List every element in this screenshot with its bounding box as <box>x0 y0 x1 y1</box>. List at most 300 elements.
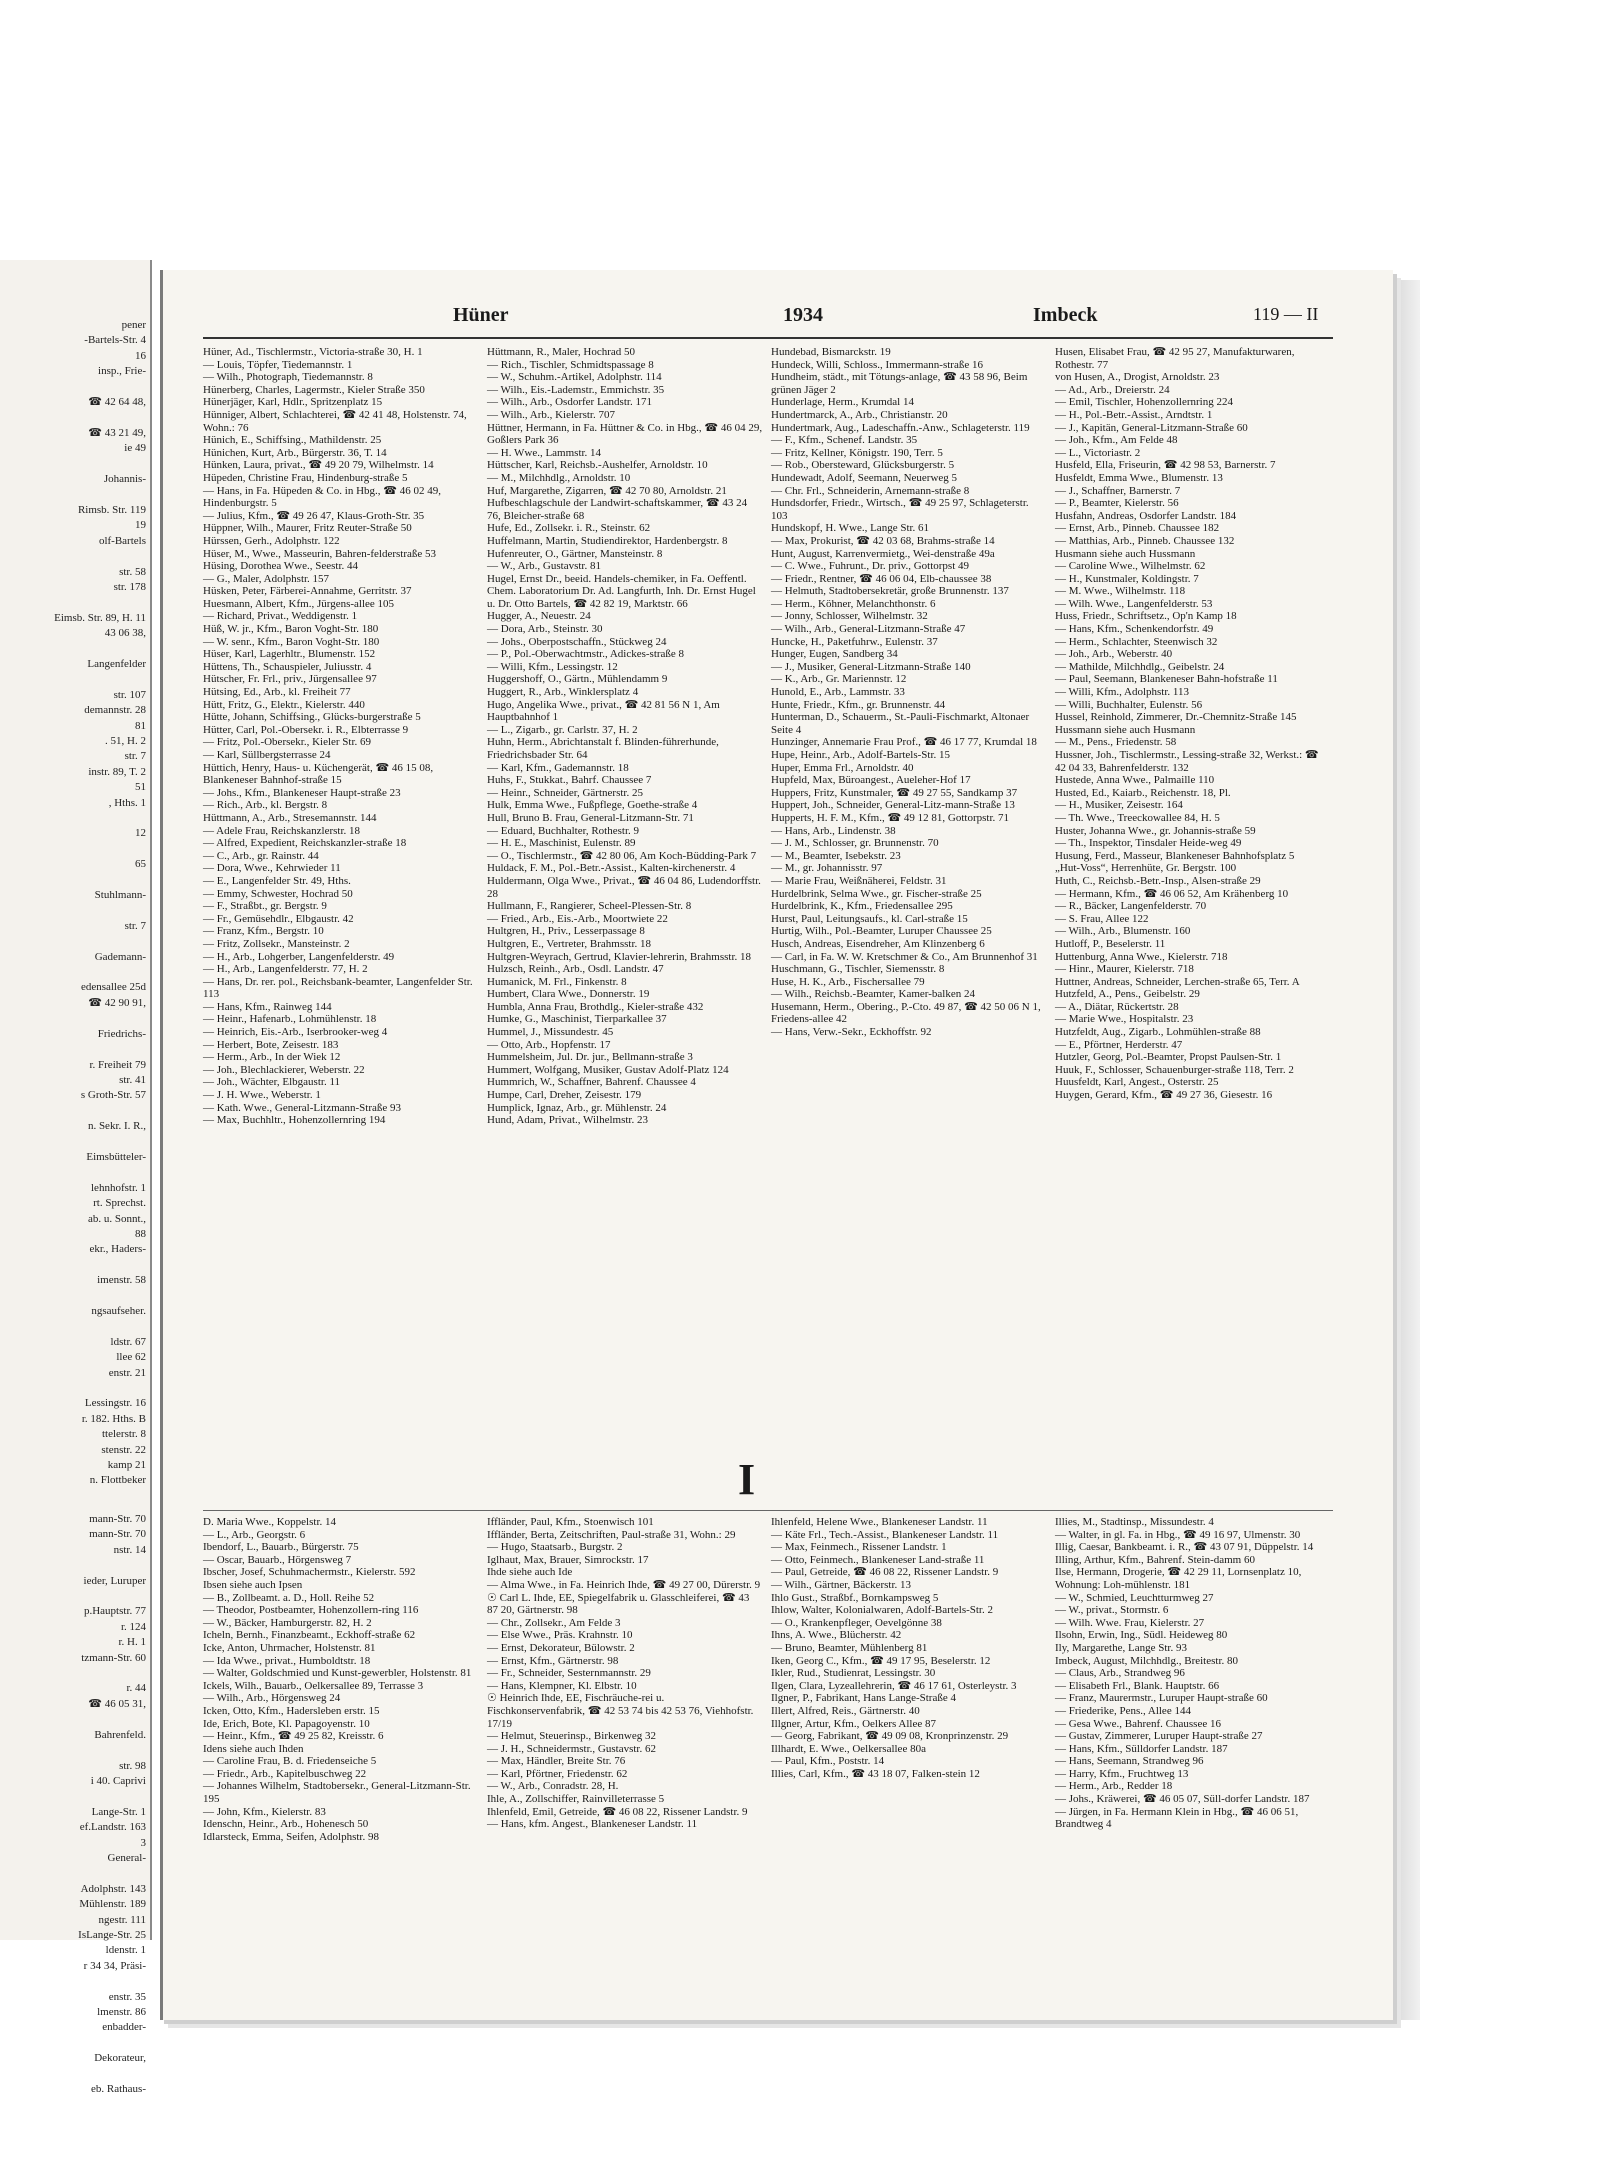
directory-entry: Hunzinger, Annemarie Frau Prof., ☎ 46 17 77, Krumdal 18 <box>771 736 1037 749</box>
directory-entry: Huusfeldt, Karl, Angest., Osterstr. 25 <box>1055 1076 1219 1089</box>
directory-entry: Hummrich, W., Schaffner, Bahrenf. Chaussee 4 <box>487 1076 696 1089</box>
directory-entry: Hulk, Emma Wwe., Fußpflege, Goethe-straße 4 <box>487 799 698 812</box>
directory-entry: Hugger, A., Neuestr. 24 <box>487 610 591 623</box>
directory-entry: — Johannes Wilhelm, Stadtobersekr., General-Litzmann-Str. 195 <box>203 1780 471 1806</box>
directory-entry: Husfahn, Andreas, Osdorfer Landstr. 184 <box>1055 509 1237 522</box>
directory-entry: — J., Kapitän, General-Litzmann-Straße 60 <box>1055 421 1248 434</box>
margin-line: eb. Rathaus- <box>91 2083 146 2096</box>
directory-entry: — Joh., Kfm., Am Felde 48 <box>1055 434 1178 447</box>
directory-entry: — M., Beamter, Isebekstr. 23 <box>771 849 901 862</box>
directory-entry: Huper, Emma Frl., Arnoldstr. 40 <box>771 761 914 774</box>
margin-line <box>0 1712 146 1727</box>
directory-entry: — Wilh., Arb., Kielerstr. 707 <box>487 408 615 421</box>
margin-line: s Groth-Str. 57 <box>80 1089 146 1102</box>
directory-entry: — Fr., Schneider, Sesternmannstr. 29 <box>487 1667 651 1680</box>
page-stack-edge <box>1392 280 1420 2020</box>
directory-entry: — Hans, Kfm., Rainweg 144 <box>203 1000 332 1013</box>
directory-entry: Hünerjäger, Karl, Hdlr., Spritzenplatz 15 <box>203 396 383 409</box>
directory-entry: — J. M., Schlosser, gr. Brunnenstr. 70 <box>771 837 939 850</box>
margin-line: ☎ 43 21 49, <box>88 426 146 439</box>
margin-line <box>0 965 146 980</box>
margin-line: pener <box>121 319 146 331</box>
directory-entry: Illies, M., Stadtinsp., Missundestr. 4 <box>1055 1516 1214 1528</box>
margin-line: ☎ 42 90 91, <box>88 996 146 1009</box>
directory-entry: Hüttner, Hermann, in Fa. Hüttner & Co. in Hbg., ☎ 46 04 29, Goßlers Park 36 <box>487 421 763 447</box>
margin-line <box>0 2067 146 2082</box>
directory-entry: Imbeck, August, Milchhdlg., Breitestr. 80 <box>1055 1654 1239 1667</box>
directory-entry: Hultgren, E., Vertreter, Brahmsstr. 18 <box>487 937 652 950</box>
directory-entry: Hüpeden, Christine Frau, Hindenburg-straße 5 <box>203 471 408 484</box>
directory-entry: Humbert, Clara Wwe., Donnerstr. 19 <box>487 988 650 1001</box>
directory-entry: Hufe, Ed., Zollsekr. i. R., Steinstr. 62 <box>487 522 651 535</box>
directory-entry: — Caroline Wwe., Wilhelmstr. 62 <box>1055 560 1206 573</box>
directory-entry: — John, Kfm., Kielerstr. 83 <box>203 1805 326 1818</box>
directory-entry: Hummel, J., Missundestr. 45 <box>487 1026 614 1039</box>
directory-entry: Husen, Elisabet Frau, ☎ 42 95 27, Manufakturwaren, Rothestr. 77 <box>1055 346 1295 371</box>
directory-entry: — O., Tischlermstr., ☎ 42 80 06, Am Koch-Büdding-Park 7 <box>487 849 757 862</box>
directory-entry: Hutloff, P., Beselerstr. 11 <box>1055 937 1166 950</box>
directory-entry: — G., Maler, Adolphstr. 157 <box>203 572 330 585</box>
margin-line <box>0 1866 146 1881</box>
directory-entry: Ibsen siehe auch Ipsen <box>203 1578 303 1591</box>
directory-entry: — M., gr. Johannisstr. 97 <box>771 862 883 875</box>
margin-line: ekr., Haders- <box>89 1243 146 1256</box>
directory-entry: — Heinrich, Eis.-Arb., Iserbrooker-weg 4 <box>203 1026 388 1039</box>
directory-entry: — Ida Wwe., privat., Humboldtstr. 18 <box>203 1654 371 1667</box>
directory-entry: — P., Beamter, Kielerstr. 56 <box>1055 497 1179 510</box>
i-column-2 <box>487 1516 763 1936</box>
directory-entry: — Richard, Privat., Weddigenstr. 1 <box>203 610 358 623</box>
directory-entry: — Heinr., Schneider, Gärtnerstr. 25 <box>487 786 643 799</box>
directory-entry: — Wilh., Reichsb.-Beamter, Kamer-balken 24 <box>771 988 975 1001</box>
margin-line <box>0 2036 146 2051</box>
directory-entry: — Louis, Töpfer, Tiedemannstr. 1 <box>203 358 353 371</box>
directory-entry: — Fritz, Kellner, Königstr. 190, Terr. 5 <box>771 446 943 459</box>
directory-entry: — Emil, Tischler, Hohenzollernring 224 <box>1055 396 1233 409</box>
margin-line <box>0 1974 146 1989</box>
margin-line <box>0 1381 146 1396</box>
directory-entry: — Hans, Seemann, Strandweg 96 <box>1055 1755 1204 1768</box>
directory-entry: Hütscher, Fr. Frl., priv., Jürgensallee 97 <box>203 673 377 686</box>
directory-entry: — Hans, kfm. Angest., Blankeneser Landstr. 11 <box>487 1818 698 1831</box>
margin-line: str. 98 <box>119 1759 146 1772</box>
margin-line <box>0 487 146 502</box>
section-rule <box>203 1510 1333 1511</box>
directory-entry: — W., Arb., Gustavstr. 81 <box>487 560 601 573</box>
directory-entry: — Mathilde, Milchhdlg., Geibelstr. 24 <box>1055 660 1225 673</box>
margin-line <box>0 873 146 888</box>
directory-entry: — Fritz, Pol.-Obersekr., Kieler Str. 69 <box>203 736 372 749</box>
directory-entry: — Helmut, Steuerinsp., Birkenweg 32 <box>487 1730 656 1743</box>
margin-line: r. H. 1 <box>118 1636 146 1649</box>
directory-entry: — Herm., Schlachter, Steenwisch 32 <box>1055 635 1218 648</box>
directory-entry: Husmann siehe auch Hussmann <box>1055 547 1196 560</box>
margin-line: mann-Str. 70 <box>89 1513 146 1525</box>
directory-entry: Huhn, Herm., Abrichtanstalt f. Blinden-führerhunde, Friedrichsbader Str. 64 <box>487 736 719 761</box>
directory-entry: Hürssen, Gerh., Adolphstr. 122 <box>203 534 340 547</box>
directory-entry: — Franz, Kfm., Bergstr. 10 <box>203 925 324 938</box>
margin-line: nstr. 14 <box>113 1543 146 1556</box>
directory-entry: — Alma Wwe., in Fa. Heinrich Ihde, ☎ 49 27 00, Dürerstr. 9 <box>487 1578 761 1591</box>
directory-entry: — Joh., Blechlackierer, Weberstr. 22 <box>203 1063 365 1076</box>
directory-entry: Hutzfeld, A., Pens., Geibelstr. 29 <box>1055 988 1200 1001</box>
directory-entry: — F., Kfm., Schenef. Landstr. 35 <box>771 434 918 447</box>
directory-entry: Hupperts, H. F. M., Kfm., ☎ 49 12 81, Gottorpstr. 71 <box>771 811 1010 824</box>
directory-entry: — S. Frau, Allee 122 <box>1055 912 1149 925</box>
directory-entry: Ide, Erich, Bote, Kl. Papagoyenstr. 10 <box>203 1717 370 1730</box>
directory-page <box>160 270 1393 2020</box>
margin-line: 65 <box>135 858 146 871</box>
margin-line: Mühlenstr. 189 <box>79 1898 146 1911</box>
directory-entry: — H. Wwe., Lammstr. 14 <box>487 446 602 459</box>
directory-entry: — Johs., Oberpostschaffn., Stückweg 24 <box>487 635 667 648</box>
directory-entry: — Johs., Kräwerei, ☎ 46 05 07, Süll-dorfer Landstr. 187 <box>1055 1793 1310 1806</box>
column-1 <box>203 346 479 1406</box>
directory-entry: Huygen, Gerard, Kfm., ☎ 49 27 36, Giesestr. 16 <box>1055 1089 1273 1102</box>
directory-entry: Huffelmann, Martin, Studiendirektor, Hardenbergstr. 8 <box>487 534 728 547</box>
directory-entry: Iglhaut, Max, Brauer, Simrockstr. 17 <box>487 1553 649 1566</box>
directory-entry: — Heinr., Kfm., ☎ 49 25 82, Kreisstr. 6 <box>203 1730 384 1743</box>
directory-entry: Husted, Ed., Kaiarb., Reichenstr. 18, Pl. <box>1055 786 1231 799</box>
directory-entry: ☉ Heinrich Ihde, EE, Fischräuche-rei u. Fischkonservenfabrik, ☎ 42 53 74 bis 42 53 76, Viehhofstr. 17/19 <box>487 1692 754 1730</box>
directory-entry: — Karl, Süllbergsterrasse 24 <box>203 749 331 761</box>
directory-entry: Hunterman, D., Schauerm., St.-Pauli-Fischmarkt, Altonaer Seite 4 <box>771 711 1030 736</box>
page-number: 119 — II <box>1253 304 1319 324</box>
margin-line: stenstr. 22 <box>101 1443 146 1456</box>
margin-line <box>0 1743 146 1758</box>
margin-line: enstr. 35 <box>108 1990 146 2003</box>
directory-entry: — B., Zollbeamt. a. D., Holl. Reihe 52 <box>203 1591 375 1604</box>
directory-entry: Hüser, Karl, Lagerhltr., Blumenstr. 152 <box>203 648 376 661</box>
margin-line: ngsaufseher. <box>91 1305 146 1317</box>
directory-entry: — Paul, Getreide, ☎ 46 08 22, Rissener Landstr. 9 <box>771 1566 999 1579</box>
directory-entry: Illert, Alfred, Reis., Gärtnerstr. 40 <box>771 1704 920 1717</box>
directory-entry: — W., privat., Stormstr. 6 <box>1055 1604 1169 1617</box>
directory-entry: Ilgen, Clara, Lyzeallehrerin, ☎ 46 17 61, Osterleystr. 3 <box>771 1679 1017 1692</box>
directory-entry: — Willi, Kfm., Adolphstr. 113 <box>1055 686 1190 699</box>
directory-entry: — Jürgen, in Fa. Hermann Klein in Hbg., ☎ 46 06 51, Brandtweg 4 <box>1055 1805 1299 1831</box>
directory-entry: — W. senr., Kfm., Baron Voght-Str. 180 <box>203 635 380 648</box>
directory-entry: Hummelsheim, Jul. Dr. jur., Bellmann-straße 3 <box>487 1051 693 1064</box>
margin-line: tzmann-Str. 60 <box>81 1651 146 1664</box>
directory-entry: Hütter, Carl, Pol.-Obersekr. i. R., Elbterrasse 9 <box>203 723 409 736</box>
directory-entry: — Hans, Arb., Lindenstr. 38 <box>771 824 896 837</box>
margin-line: imenstr. 58 <box>97 1274 146 1287</box>
directory-entry: Husfeld, Ella, Friseurin, ☎ 42 98 53, Barnerstr. 7 <box>1055 459 1276 472</box>
directory-entry: Huster, Johanna Wwe., gr. Johannis-straße 59 <box>1055 824 1256 837</box>
directory-entry: — Matthias, Arb., Pinneb. Chaussee 132 <box>1055 534 1235 547</box>
directory-entry: — Herbert, Bote, Zeisestr. 183 <box>203 1038 339 1051</box>
directory-entry: — E., Langenfelder Str. 49, Hths. <box>203 874 351 887</box>
directory-entry: Iffländer, Berta, Zeitschriften, Paul-straße 31, Wohn.: 29 <box>487 1528 736 1541</box>
directory-entry: Hünniger, Albert, Schlachterei, ☎ 42 41 48, Holstenstr. 74, Wohn.: 76 <box>203 408 467 434</box>
margin-line: 19 <box>135 519 146 532</box>
directory-entry: Hünerberg, Charles, Lagermstr., Kieler Straße 350 <box>203 383 425 396</box>
directory-entry: — Else Wwe., Präs. Krahnstr. 10 <box>487 1629 633 1642</box>
margin-line: rt. Sprechst. <box>93 1197 146 1210</box>
margin-line: Langenfelder <box>87 657 146 670</box>
directory-entry: — Julius, Kfm., ☎ 49 26 47, Klaus-Groth-Str. 35 <box>203 509 425 522</box>
margin-line: 3 <box>140 1836 146 1849</box>
directory-entry: Hüß, W. jr., Kfm., Baron Voght-Str. 180 <box>203 623 379 636</box>
directory-entry: — Johs., Kfm., Blankeneser Haupt-straße 23 <box>203 786 401 799</box>
margin-line: edensallee 25d <box>80 981 146 994</box>
directory-entry: Illing, Arthur, Kfm., Bahrenf. Stein-damm 60 <box>1055 1553 1255 1566</box>
directory-entry: Humpe, Carl, Dreher, Zeisestr. 179 <box>487 1089 642 1102</box>
directory-entry: — Alfred, Expedient, Reichskanzler-straße 18 <box>203 837 407 850</box>
margin-line: str. 178 <box>113 580 146 593</box>
directory-entry: Huppers, Fritz, Kunstmaler, ☎ 49 27 55, Sandkamp 37 <box>771 786 1018 799</box>
directory-entry: Hüppner, Wilh., Maurer, Fritz Reuter-Straße 50 <box>203 522 412 535</box>
directory-entry: Huldermann, Olga Wwe., Privat., ☎ 46 04 86, Ludendorffstr. 28 <box>487 874 761 900</box>
directory-entry: — Herm., Köhner, Melanchthonstr. 6 <box>771 597 936 610</box>
directory-entry: — L., Zigarb., gr. Carlstr. 37, H. 2 <box>487 723 638 736</box>
margin-line <box>0 642 146 657</box>
margin-line <box>0 1165 146 1180</box>
margin-line <box>0 1319 146 1334</box>
directory-entry: Hultgren, H., Priv., Lesserpassage 8 <box>487 925 645 938</box>
directory-entry: Ihlo Gust., Straßbf., Bornkampsweg 5 <box>771 1591 939 1604</box>
margin-line: General- <box>107 1851 146 1864</box>
directory-entry: Hultgren-Weyrach, Gertrud, Klavier-lehrerin, Brahmsstr. 18 <box>487 950 752 963</box>
directory-entry: Huttenburg, Anna Wwe., Kielerstr. 718 <box>1055 950 1228 963</box>
directory-entry: Humplick, Ignaz, Arb., gr. Mühlenstr. 24 <box>487 1101 667 1114</box>
margin-line <box>0 672 146 687</box>
directory-entry: Ilgner, P., Fabrikant, Hans Lange-Straße 4 <box>771 1692 956 1705</box>
directory-entry: Hundewadt, Adolf, Seemann, Neuerweg 5 <box>771 471 958 484</box>
directory-entry: Hundheim, städt., mit Tötungs-anlage, ☎ 43 58 96, Beim grünen Jäger 2 <box>771 371 1028 396</box>
directory-entry: — Friederike, Pens., Allee 144 <box>1055 1704 1191 1717</box>
directory-entry: — H., Pol.-Betr.-Assist., Arndtstr. 1 <box>1055 408 1213 421</box>
directory-entry: — Th. Wwe., Treeckowallee 84, H. 5 <box>1055 811 1220 824</box>
directory-entry: — Wilh., Arb., General-Litzmann-Straße 47 <box>771 623 966 636</box>
margin-line: str. 58 <box>119 565 146 578</box>
directory-entry: — Otto, Arb., Hopfenstr. 17 <box>487 1038 611 1051</box>
margin-line <box>0 410 146 425</box>
margin-line <box>0 1289 146 1304</box>
margin-line <box>0 903 146 918</box>
directory-entry: — Ernst, Arb., Pinneb. Chaussee 182 <box>1055 522 1220 535</box>
directory-entry: Hunderlage, Herm., Krumdal 14 <box>771 396 914 409</box>
directory-entry: Hullmann, F., Rangierer, Scheel-Plessen-Str. 8 <box>487 900 692 913</box>
directory-entry: — J. H. Wwe., Weberstr. 1 <box>203 1089 321 1102</box>
directory-entry: Hütt, Fritz, G., Elektr., Kielerstr. 440 <box>203 698 365 711</box>
column-3 <box>771 346 1047 1406</box>
page-header <box>203 304 1333 334</box>
directory-entry: Ihde siehe auch Ide <box>487 1566 573 1579</box>
directory-entry: Hufbeschlagschule der Landwirt-schaftskammer, ☎ 43 24 76, Bleicher-straße 68 <box>487 497 748 522</box>
directory-entry: Hüttens, Th., Schauspieler, Juliusstr. 4 <box>203 660 372 673</box>
directory-entry: — Hans, Dr. rer. pol., Reichsbank-beamter, Langenfelder Str. 113 <box>203 975 473 1001</box>
directory-entry: Hutzler, Georg, Pol.-Beamter, Propst Paulsen-Str. 1 <box>1055 1051 1282 1064</box>
directory-entry: — H., Arb., Lohgerber, Langenfelderstr. 49 <box>203 950 395 963</box>
section-letter-heading: I <box>738 1455 756 1504</box>
directory-entry: Hussel, Reinhold, Zimmerer, Dr.-Chemnitz-Straße 145 <box>1055 711 1297 724</box>
directory-entry: Illies, Carl, Kfm., ☎ 43 18 07, Falken-stein 12 <box>771 1767 980 1780</box>
directory-entry: — Paul, Seemann, Blankeneser Bahn-hofstraße 11 <box>1055 673 1278 686</box>
directory-entry: Hutzfeldt, Aug., Zigarb., Lohmühlen-straße 88 <box>1055 1026 1261 1039</box>
directory-entry: Ilse, Hermann, Drogerie, ☎ 42 29 11, Lornsenplatz 10, Wohnung: Loh-mühlenstr. 181 <box>1055 1566 1302 1591</box>
directory-entry: Huschmann, G., Tischler, Siemensstr. 8 <box>771 963 945 976</box>
directory-entry: — Walter, in gl. Fa. in Hbg., ☎ 49 16 97, Ulmenstr. 30 <box>1055 1528 1301 1541</box>
directory-entry: Hummert, Wolfgang, Musiker, Gustav Adolf-Platz 124 <box>487 1063 729 1076</box>
directory-entry: Ihlenfeld, Helene Wwe., Blankeneser Landstr. 11 <box>771 1516 988 1528</box>
margin-line: 43 06 38, <box>104 627 146 640</box>
column-4 <box>1055 346 1331 1406</box>
margin-line <box>0 1042 146 1057</box>
directory-entry: Husfeldt, Emma Wwe., Blumenstr. 13 <box>1055 471 1223 484</box>
directory-entry: Huggert, R., Arb., Winklersplatz 4 <box>487 686 639 699</box>
directory-entry: — R., Bäcker, Langenfelderstr. 70 <box>1055 900 1207 913</box>
margin-line <box>0 1104 146 1119</box>
header-first-name: Hüner <box>453 304 509 326</box>
margin-line: ldstr. 67 <box>110 1335 146 1348</box>
margin-line <box>0 1011 146 1026</box>
directory-entry: Huss, Friedr., Schriftsetz., Op'n Kamp 18 <box>1055 610 1237 623</box>
directory-entry: — C. Wwe., Fuhrunt., Dr. priv., Gottorpst 49 <box>771 560 969 573</box>
margin-line <box>0 934 146 949</box>
directory-entry: — Fr., Gemüsehdlr., Elbgaustr. 42 <box>203 912 354 925</box>
margin-line: ab. u. Sonnt., <box>87 1212 146 1225</box>
directory-entry: Huesmann, Albert, Kfm., Jürgens-allee 105 <box>203 597 395 610</box>
directory-entry: — L., Arb., Georgstr. 6 <box>203 1528 306 1541</box>
directory-entry: — Kath. Wwe., General-Litzmann-Straße 93 <box>203 1101 402 1114</box>
directory-entry: — W., Bäcker, Hamburgerstr. 82, H. 2 <box>203 1616 372 1629</box>
directory-entry: — Wilh., Photograph, Tiedemannstr. 8 <box>203 371 373 384</box>
directory-entry: Huttner, Andreas, Schneider, Lerchen-straße 65, Terr. A <box>1055 975 1300 988</box>
margin-line: lehnhofstr. 1 <box>91 1181 146 1194</box>
directory-entry: Hunte, Friedr., Kfm., gr. Brunnenstr. 44 <box>771 698 946 711</box>
directory-entry: — H., Musiker, Zeisestr. 164 <box>1055 799 1183 812</box>
directory-entry: Hupfeld, Max, Büroangest., Aueleher-Hof 17 <box>771 774 971 787</box>
directory-entry: Idenschn, Heinr., Arb., Hohenesch 50 <box>203 1818 369 1831</box>
directory-entry: Ilsohn, Erwin, Ing., Südl. Heideweg 80 <box>1055 1629 1228 1642</box>
i-section-columns <box>203 1516 1333 1936</box>
directory-entry: Hurst, Paul, Leitungsaufs., kl. Carl-straße 15 <box>771 912 968 925</box>
margin-line: r. Freiheit 79 <box>89 1058 146 1071</box>
directory-entry: — Claus, Arb., Strandweg 96 <box>1055 1667 1185 1680</box>
previous-page-margin-bottom <box>0 1512 150 2096</box>
margin-line: Gademann- <box>94 950 146 963</box>
directory-entry: — H., Kunstmaler, Koldingstr. 7 <box>1055 572 1199 585</box>
directory-entry: — Harry, Kfm., Fruchtweg 13 <box>1055 1767 1189 1780</box>
directory-entry: — Heinr., Hafenarb., Lohmühlenstr. 18 <box>203 1013 377 1026</box>
directory-entry: — Otto, Feinmech., Blankeneser Land-straße 11 <box>771 1553 985 1566</box>
directory-entry: Hunold, E., Arb., Lammstr. 33 <box>771 686 905 699</box>
directory-entry: — Rich., Arb., kl. Bergstr. 8 <box>203 799 328 812</box>
directory-entry: — W., Schmied, Leuchtturmweg 27 <box>1055 1591 1214 1604</box>
margin-line: olf-Bartels <box>98 534 146 547</box>
margin-line <box>0 457 146 472</box>
directory-entry: Hurtig, Wilh., Pol.-Beamter, Luruper Chaussee 25 <box>771 925 992 938</box>
directory-entry: D. Maria Wwe., Koppelstr. 14 <box>203 1516 336 1528</box>
directory-entry: Hüsing, Dorothea Wwe., Seestr. 44 <box>203 560 358 573</box>
directory-entry: — O., Krankenpfleger, Oevelgönne 38 <box>771 1616 942 1629</box>
directory-entry: Icheln, Bernh., Finanzbeamt., Eckhoff-straße 62 <box>203 1629 416 1642</box>
directory-entry: Hundebad, Bismarckstr. 19 <box>771 346 891 358</box>
directory-entry: — Max, Händler, Breite Str. 76 <box>487 1755 626 1768</box>
directory-entry: — P., Pol.-Oberwachtmstr., Adickes-straße 8 <box>487 648 685 661</box>
directory-entry: — Hugo, Staatsarb., Burgstr. 2 <box>487 1541 623 1554</box>
directory-entry: Hüser, M., Wwe., Masseurin, Bahren-felderstraße 53 <box>203 547 437 560</box>
directory-entry: — Wilh., Arb., Blumenstr. 160 <box>1055 925 1191 938</box>
directory-entry: — Willi, Buchhalter, Eulenstr. 56 <box>1055 698 1203 711</box>
margin-line: kamp 21 <box>107 1459 146 1472</box>
directory-entry: — Wilh., Gärtner, Bäckerstr. 13 <box>771 1578 912 1591</box>
margin-line: str. 7 <box>124 919 146 932</box>
margin-line: str. 7 <box>124 750 146 763</box>
margin-line: enbadder- <box>102 2021 146 2034</box>
directory-entry: Iffländer, Paul, Kfm., Stoenwisch 101 <box>487 1516 654 1528</box>
directory-entry: Humanick, M. Frl., Finkenstr. 8 <box>487 975 627 988</box>
directory-entry: — A., Diätar, Rückertstr. 28 <box>1055 1000 1179 1013</box>
directory-entry: — Oscar, Bauarb., Hörgensweg 7 <box>203 1553 352 1566</box>
margin-line: 51 <box>135 781 146 794</box>
i-column-3 <box>771 1516 1047 1936</box>
directory-entry: — Rob., Obersteward, Glücksburgerstr. 5 <box>771 459 955 472</box>
directory-entry: — Caroline Frau, B. d. Friedenseiche 5 <box>203 1755 377 1768</box>
directory-entry: Ihlenfeld, Emil, Getreide, ☎ 46 08 22, Rissener Landstr. 9 <box>487 1805 748 1818</box>
directory-entry: Icken, Otto, Kfm., Hadersleben erstr. 15 <box>203 1704 380 1717</box>
directory-entry: Hünichen, Kurt, Arb., Bürgerstr. 36, T. 14 <box>203 446 387 459</box>
directory-entry: — Hans, Klempner, Kl. Elbstr. 10 <box>487 1679 637 1692</box>
margin-line <box>0 549 146 564</box>
directory-entry: — Wilh., Arb., Osdorfer Landstr. 171 <box>487 396 652 409</box>
directory-entry: — Helmuth, Stadtobersekretär, große Brunnenstr. 137 <box>771 585 1009 598</box>
directory-entry: Humbla, Anna Frau, Brothdlg., Kieler-straße 432 <box>487 1000 704 1013</box>
directory-entry: Huncke, H., Paketfuhrw., Eulenstr. 37 <box>771 635 938 648</box>
directory-entry: — F., Straßbt., gr. Bergstr. 9 <box>203 900 327 913</box>
directory-entry: — C., Arb., gr. Rainstr. 44 <box>203 849 319 862</box>
directory-entry: Ikler, Rud., Studienrat, Lessingstr. 30 <box>771 1667 936 1680</box>
margin-line: Rimsb. Str. 119 <box>77 503 146 516</box>
margin-line: str. 107 <box>113 688 146 701</box>
margin-line <box>0 380 146 395</box>
directory-entry: — Joh., Wächter, Elbgaustr. 11 <box>203 1076 341 1089</box>
margin-line <box>0 842 146 857</box>
directory-entry: Hulzsch, Reinh., Arb., Osdl. Landstr. 47 <box>487 963 664 976</box>
margin-line: Lange-Str. 1 <box>91 1805 146 1818</box>
margin-line: -Bartels-Str. 4 <box>84 334 146 347</box>
margin-line <box>0 811 146 826</box>
directory-entry: — Paul, Kfm., Poststr. 14 <box>771 1755 885 1768</box>
margin-line: n. Sekr. I. R., <box>87 1120 146 1133</box>
margin-line: IsLange-Str. 25 <box>78 1928 146 1941</box>
margin-line: ngestr. 111 <box>98 1913 146 1926</box>
margin-line: ☎ 46 05 31, <box>88 1697 146 1710</box>
directory-entry: — Th., Inspektor, Tinsdaler Heide-weg 49 <box>1055 837 1242 850</box>
directory-entry: Huuk, F., Schlosser, Schauenburger-straße 118, Terr. 2 <box>1055 1063 1294 1076</box>
margin-line <box>0 595 146 610</box>
directory-entry: — Marie Frau, Weißnäherei, Feldstr. 31 <box>771 874 947 887</box>
margin-line: 88 <box>135 1227 146 1240</box>
i-column-1 <box>203 1516 479 1936</box>
margin-line <box>0 1489 146 1504</box>
margin-line: str. 41 <box>119 1073 146 1086</box>
directory-entry: Huldack, F. M., Pol.-Betr.-Assist., Kalten-kirchenerstr. 4 <box>487 862 736 875</box>
directory-entry: Illig, Caesar, Bankbeamt. i. R., ☎ 43 07 91, Düppelstr. 14 <box>1055 1541 1314 1554</box>
margin-line: Friedrichs- <box>97 1027 146 1040</box>
directory-entry: — J., Musiker, General-Litzmann-Straße 140 <box>771 660 971 673</box>
margin-line: ieder, Luruper <box>83 1574 146 1587</box>
margin-line: r. 124 <box>120 1620 146 1633</box>
directory-entry: Hund, Adam, Privat., Wilhelmstr. 23 <box>487 1114 648 1127</box>
directory-entry: Hünken, Laura, privat., ☎ 49 20 79, Wilhelmstr. 14 <box>203 459 434 472</box>
margin-line: ef.Landstr. 163 <box>79 1821 146 1834</box>
margin-line: instr. 89, T. 2 <box>88 765 146 778</box>
directory-entry: — H. E., Maschinist, Eulenstr. 89 <box>487 837 636 850</box>
margin-line: insp., Frie- <box>98 365 146 378</box>
